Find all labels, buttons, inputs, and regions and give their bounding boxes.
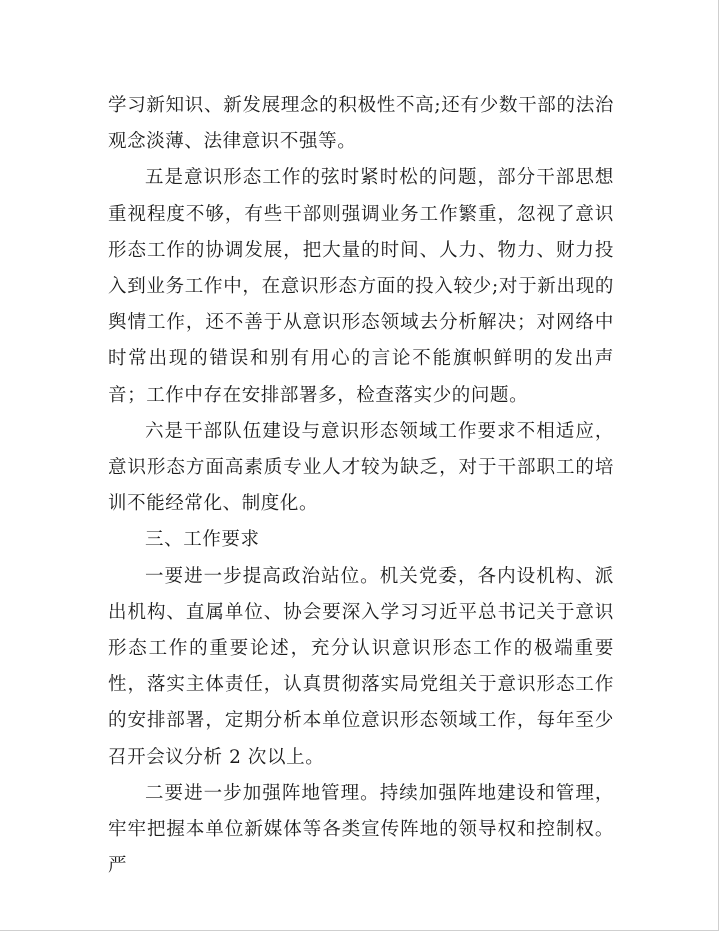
paragraph-item-six: 六是干部队伍建设与意识形态领域工作要求不相适应，意识形态方面高素质专业人才较为缺乏，对于干部职工的培训不能经常化、制度化。 [108,420,614,515]
section-heading-work-requirements: 三、工作要求 [145,529,260,551]
paragraph-requirement-two: 二要进一步加强阵地管理。持续加强阵地建设和管理，牢牢把握本单位新媒体等各类宣传阵地的领导权和控制权。严 [108,782,614,877]
document-body [108,88,614,884]
paragraph-requirement-one: 一要进一步提高政治站位。机关党委，各内设机构、派出机构、直属单位、协会要深入学习习近平总书记关于意识形态工作的重要论述，充分认识意识形态工作的极端重要性，落实主体责任，认真贯彻落实局党组关于意识形态工作的安排部署，定期分析本单位意识形态领域工作，每年至少召开会议分析 2 次以上。 [108,565,614,768]
paragraph-continuation: 学习新知识、新发展理念的积极性不高;还有少数干部的法治观念淡薄、法律意识不强等。 [108,95,614,153]
paragraph-item-five: 五是意识形态工作的弦时紧时松的问题，部分干部思想重视程度不够，有些干部则强调业务工作繁重，忽视了意识形态工作的协调发展，把大量的时间、人力、物力、财力投入到业务工作中，在意识形态方面的投入较少;对于新出现的舆情工作，还不善于从意识形态领域去分析解决；对网络中时常出现的错误和别有用心的言论不能旗帜鲜明的发出声音；工作中存在安排部署多，检查落实少的问题。 [108,167,614,406]
